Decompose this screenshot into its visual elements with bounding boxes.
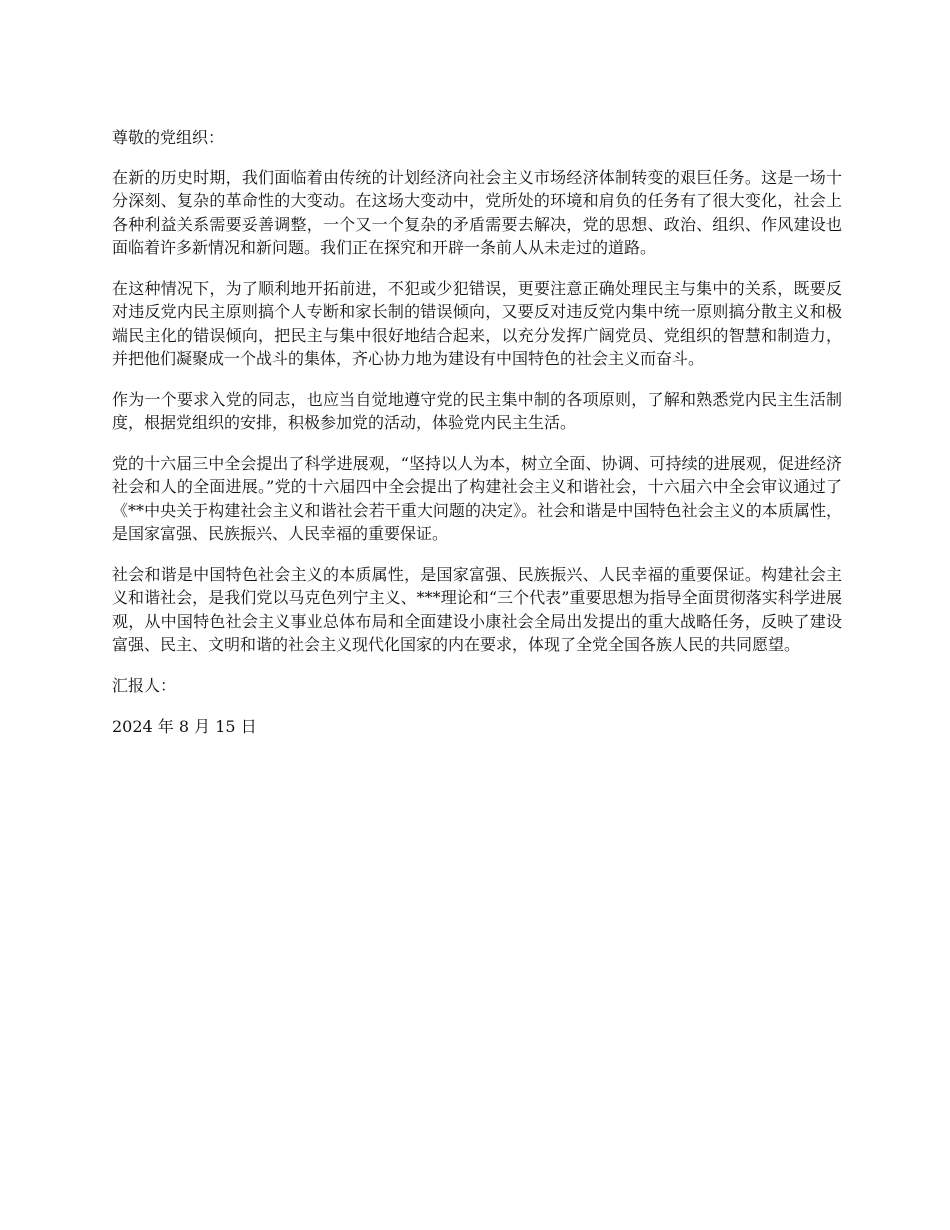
report-date: 2024 年 8 月 15 日 [112, 717, 257, 736]
letter-page [112, 126, 842, 756]
paragraph-5: 社会和谐是中国特色社会主义的本质属性，是国家富强、民族振兴、人民幸福的重要保证。构建社会主义和谐社会，是我们党以马克色列宁主义、***理论和“三个代表”重要思想为指导全面贯彻落实科学进展观，从中国特色社会主义事业总体布局和全面建设小康社会全局出发提出的重大战略任务，反映了建设富强、民主、文明和谐的社会主义现代化国家的内在要求，体现了全党全国各族人民的共同愿望。 [112, 564, 842, 654]
paragraph-1: 在新的历史时期，我们面临着由传统的计划经济向社会主义市场经济体制转变的艰巨任务。这是一场十分深刻、复杂的革命性的大变动。在这场大变动中，党所处的环境和肩负的任务有了很大变化，社会上各种利益关系需要妥善调整，一个又一个复杂的矛盾需要去解决，党的思想、政治、组织、作风建设也面临着许多新情况和新问题。我们正在探究和开辟一条前人从未走过的道路。 [112, 167, 842, 257]
paragraph-4: 党的十六届三中全会提出了科学进展观，“坚持以人为本，树立全面、协调、可持续的进展观，促进经济社会和人的全面进展。”党的十六届四中全会提出了构建社会主义和谐社会，十六届六中全会审议通过了《**中央关于构建社会主义和谐社会若干重大问题的决定》。社会和谐是中国特色社会主义的本质属性，是国家富强、民族振兴、人民幸福的重要保证。 [112, 453, 842, 543]
paragraph-3: 作为一个要求入党的同志，也应当自觉地遵守党的民主集中制的各项原则，了解和熟悉党内民主生活制度，根据党组织的安排，积极参加党的活动，体验党内民主生活。 [112, 389, 842, 432]
paragraph-2: 在这种情况下，为了顺利地开拓前进，不犯或少犯错误，更要注意正确处理民主与集中的关系，既要反对违反党内民主原则搞个人专断和家长制的错误倾向，又要反对违反党内集中统一原则搞分散主义和极端民主化的错误倾向，把民主与集中很好地结合起来，以充分发挥广阔党员、党组织的智慧和制造力，并把他们凝聚成一个战斗的集体，齐心协力地为建设有中国特色的社会主义而奋斗。 [112, 278, 842, 368]
signature-label: 汇报人： [112, 675, 177, 695]
salutation: 尊敬的党组织： [112, 128, 225, 147]
